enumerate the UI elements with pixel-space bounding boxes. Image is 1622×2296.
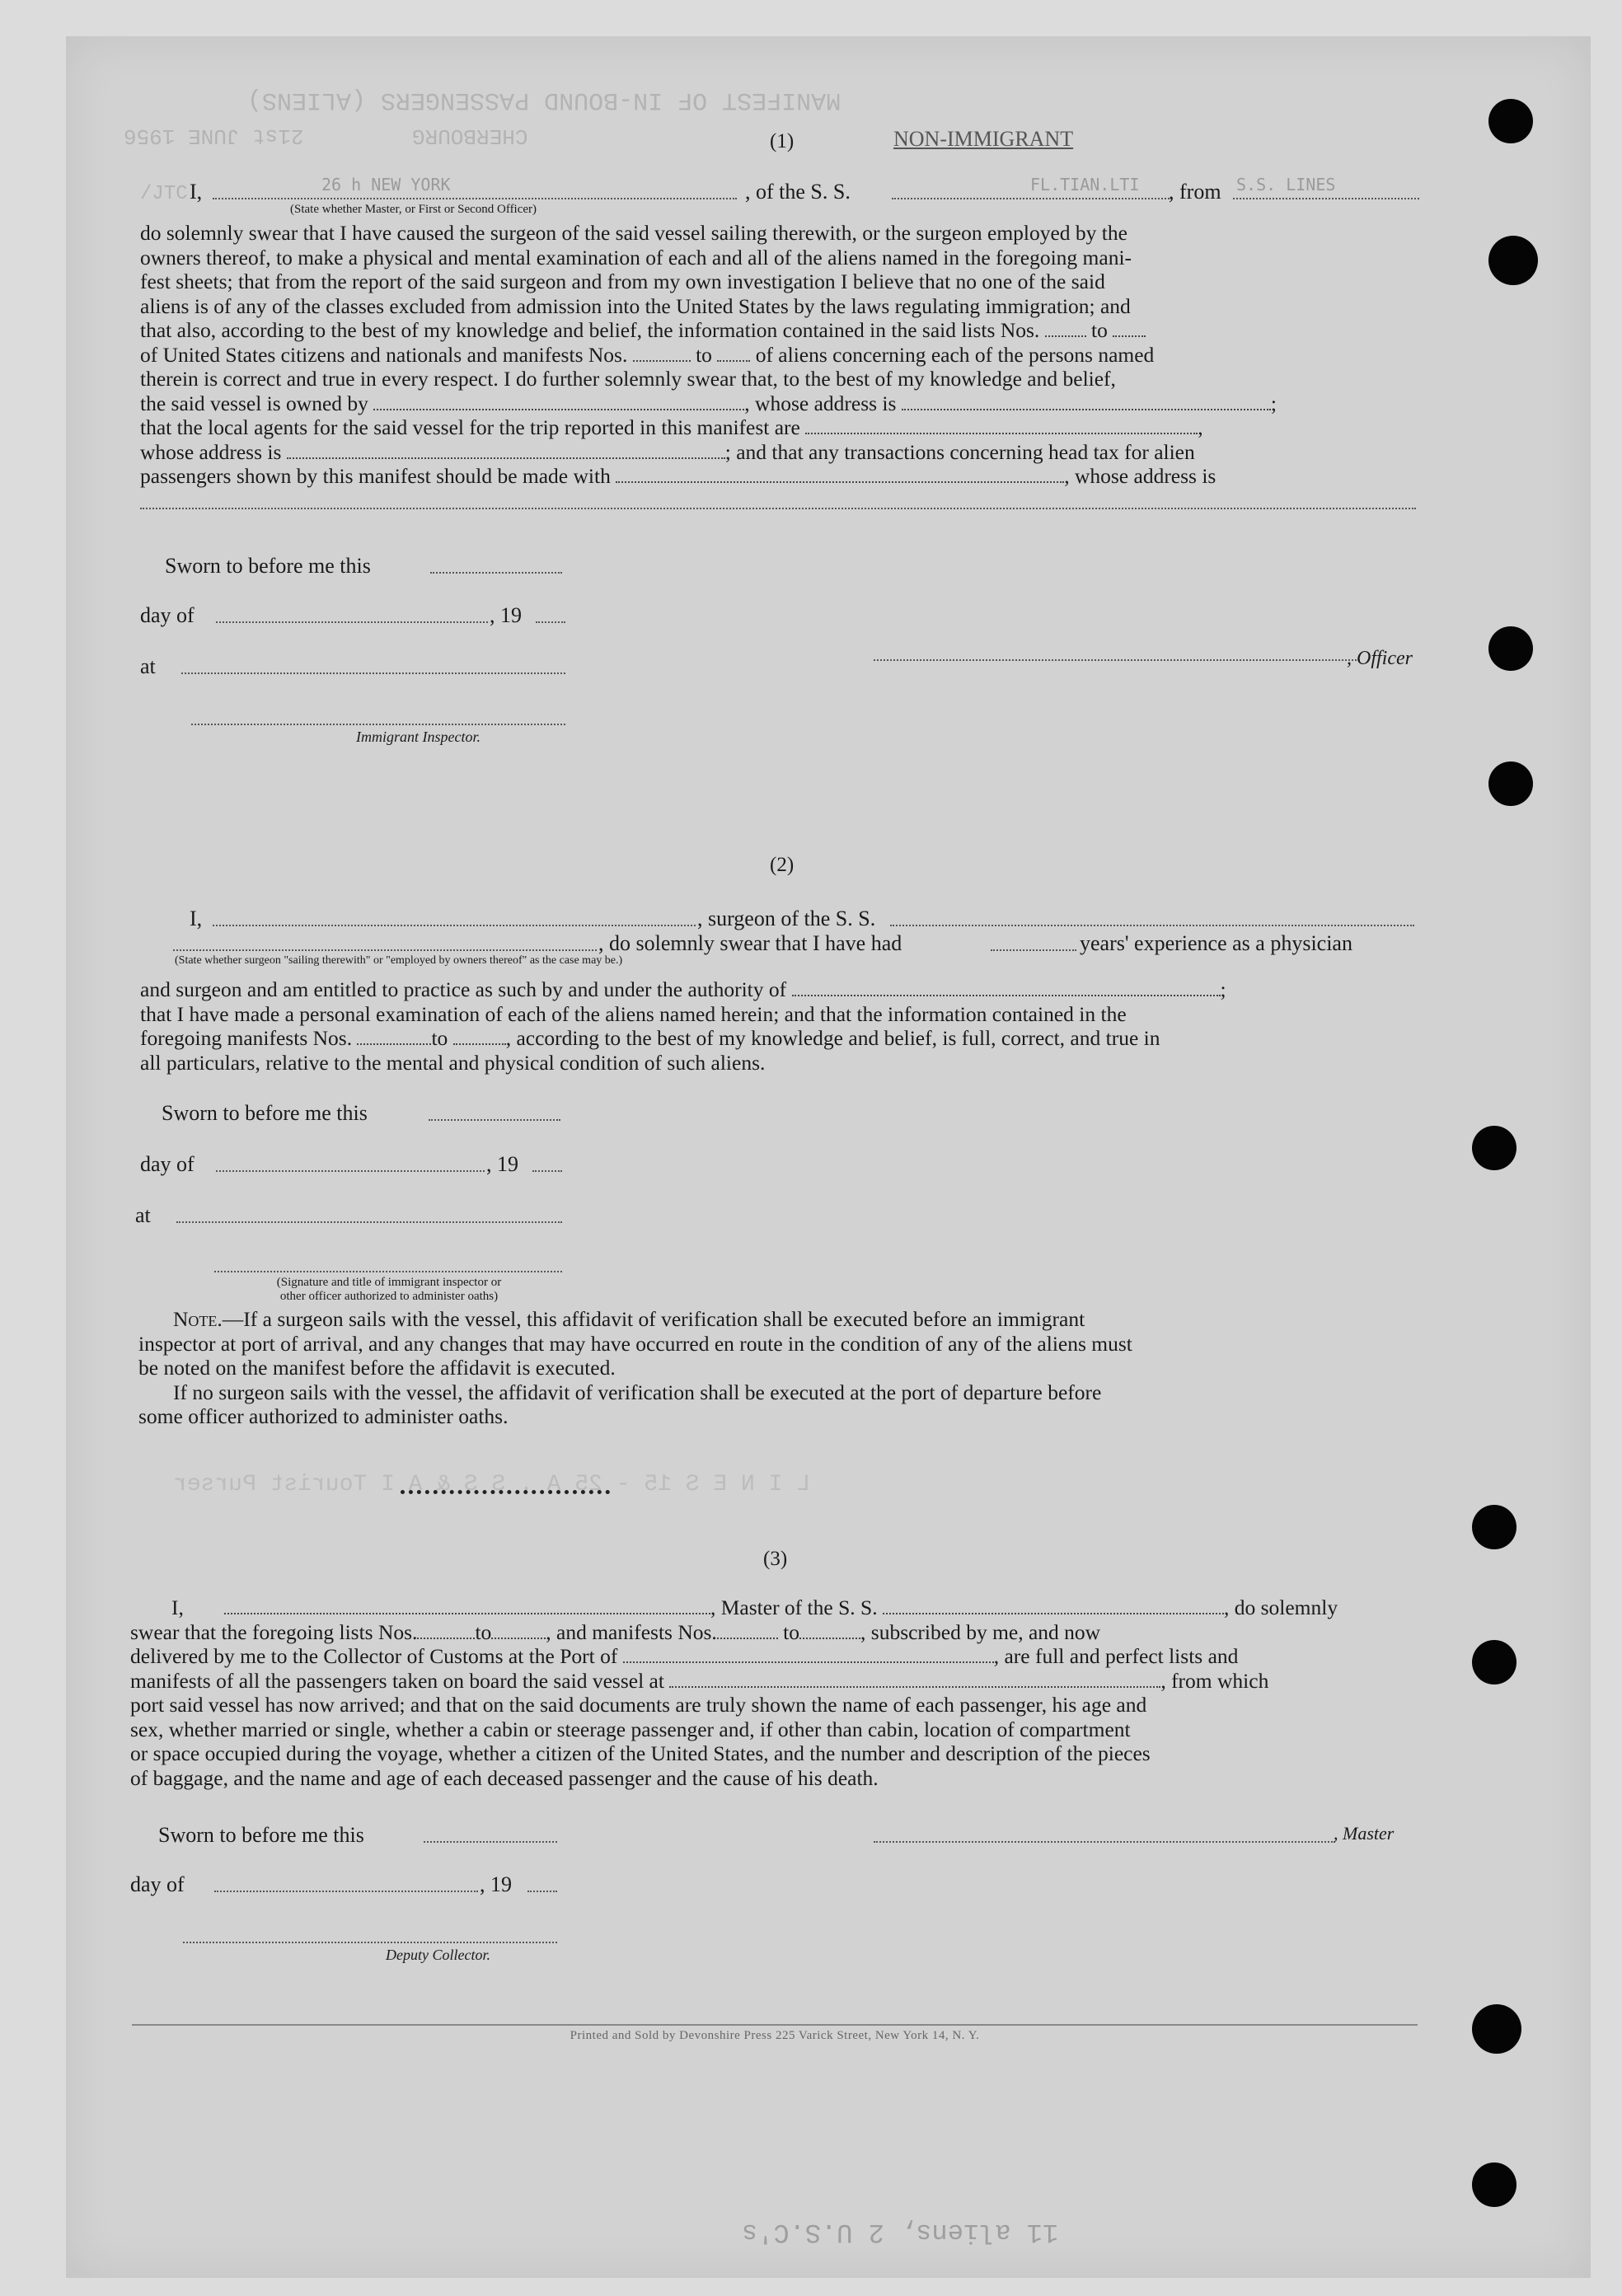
oath-line: of baggage, and the name and age of each deceased passenger and the cause of his death. <box>130 1765 879 1790</box>
binder-hole <box>1488 236 1538 285</box>
master-i-label: I, <box>190 180 203 204</box>
section-1-oath-paragraph <box>140 221 1423 489</box>
section-2-oath-paragraph <box>140 977 1423 1075</box>
master-signature-field[interactable] <box>874 1841 1335 1843</box>
oath-line: all particulars, relative to the mental and physical condition of such aliens. <box>140 1050 766 1075</box>
note-line: be noted on the manifest before the affidavit is executed. <box>138 1356 616 1380</box>
binder-hole <box>1488 761 1533 806</box>
bleed-through-text: L I N E S 15 - 25 A . S S & A I Tourist Purser <box>173 1472 810 1497</box>
surgeon-status-field[interactable] <box>173 949 597 951</box>
surgeon-swear-text: , do solemnly swear that I have had <box>598 931 902 955</box>
note-line: inspector at port of arrival, and any changes that may have occurred en route in the condition of any of the aliens must <box>138 1331 1132 1356</box>
place-field[interactable] <box>181 672 565 674</box>
oath-line: do solemnly swear that I have caused the surgeon of the said vessel sailing therewith, or the surgeon employed by the <box>140 221 1127 245</box>
years-experience-text: years' experience as a physician <box>1080 931 1352 955</box>
year-prefix: , 19 <box>480 1872 512 1896</box>
oath-line: therein is correct and true in every respect. I do further solemnly swear that, to the best of my knowledge and belief, <box>140 367 1116 391</box>
section-3-oath-paragraph: I, , Master of the S. S. , do solemnly swear that the foregoing lists Nos. to , and manifests Nos. to , subscribed by me, and now delivered by me to the Collector of Customs at the Port of , are full and perfect lists and manifests of all the passengers taken on board the said vessel at , from which port said vessel has now arrived; and that on the said documents are truly shown the name of each passenger, his age and sex, whether married or single, whether a cabin or steerage passenger and, if other than cabin, location of compartment or space occupied during the voyage, whether a citizen of the United States, and the number and description of the pieces of baggage, and the name and age of each deceased passenger and the cause of his death. <box>130 1595 1421 1790</box>
master-caption: (State whether Master, or First or Second Officer) <box>290 203 537 216</box>
local-agents-field[interactable] <box>805 416 1198 434</box>
inspector-caption: Immigrant Inspector. <box>356 729 481 745</box>
collector-port-field[interactable] <box>623 1645 994 1663</box>
binder-hole <box>1488 99 1533 143</box>
oath-line: foregoing manifests Nos. to , according to the best of my knowledge and belief, is full, correct, and true in <box>140 1026 1160 1050</box>
of-the-ss-label: , of the S. S. <box>745 180 851 204</box>
faded-title: MANIFEST OF IN-BOUND PASSENGERS (ALIENS) <box>247 86 841 114</box>
collector-signature-field[interactable] <box>183 1942 557 1943</box>
binder-hole <box>1472 1126 1517 1170</box>
place-field[interactable] <box>176 1221 562 1223</box>
surgeon-name-field[interactable] <box>213 925 696 926</box>
oath-line: or space occupied during the voyage, whether a citizen of the United States, and the number and description of the pieces <box>130 1741 1151 1765</box>
note-label: Note. <box>173 1307 223 1331</box>
oath-line: of United States citizens and nationals and manifests Nos. to of aliens concerning each of the persons named <box>140 342 1155 367</box>
contact-address-field[interactable] <box>140 508 1416 509</box>
printer-line: Printed and Sold by Devonshire Press 225 Varick Street, New York 14, N. Y. <box>570 2029 980 2042</box>
sworn-day-field[interactable] <box>430 572 562 574</box>
master-3-lists-to-field[interactable] <box>491 1621 546 1639</box>
oath-line: that the local agents for the said vessel for the trip reported in this manifest are , <box>140 415 1203 439</box>
year-prefix: , 19 <box>490 603 522 627</box>
at-label: at <box>135 1203 151 1227</box>
footer-rule <box>132 2024 1418 2026</box>
from-label: , from <box>1169 180 1221 204</box>
at-label: at <box>140 654 156 678</box>
sworn-label: Sworn to before me this <box>165 554 371 578</box>
surgeon-caption: (State whether surgeon "sailing therewith" or "employed by owners thereof" as the case may be.) <box>175 954 623 967</box>
surgeon-manifest-from-field[interactable] <box>357 1027 431 1045</box>
agents-address-field[interactable] <box>287 441 725 459</box>
oath-line: that I have made a personal examination of each of the aliens named herein; and that the information contained in the <box>140 1001 1127 1026</box>
oath-line: port said vessel has now arrived; and that on the said documents are truly shown the name of each passenger, his age and <box>130 1693 1147 1717</box>
sworn-day-field[interactable] <box>424 1841 557 1843</box>
master-name-value: 26 h NEW YORK <box>321 175 451 194</box>
ship-name-value: FL.TIAN.LTI <box>1030 175 1140 194</box>
manifests-to-field[interactable] <box>717 344 750 362</box>
manifests-from-field[interactable] <box>633 344 691 362</box>
owner-field[interactable] <box>373 392 744 410</box>
faded-date: 21st JUNE 1956 <box>124 124 304 148</box>
note-paragraph: Note.—If a surgeon sails with the vessel, this affidavit of verification shall be executed before an immigrant inspector at port of arrival, and any changes that may have occurred en route in the condition of any of the aliens must be noted on the manifest before the affidavit is executed. If no surgeon sails with the vessel, the affidavit of verification shall be executed at the port of departure before some officer authorized to administer oaths. <box>138 1307 1421 1429</box>
binder-hole <box>1472 2162 1517 2207</box>
month-field[interactable] <box>214 1891 478 1892</box>
head-tax-contact-field[interactable] <box>616 465 1064 483</box>
lists-from-field[interactable] <box>1045 319 1086 337</box>
oath-line: whose address is ; and that any transactions concerning head tax for alien <box>140 439 1195 464</box>
master-name-field[interactable] <box>213 198 737 199</box>
binder-hole <box>1488 626 1533 671</box>
ship-name-field[interactable] <box>892 198 1172 199</box>
owner-address-field[interactable] <box>902 392 1271 410</box>
years-experience-field[interactable] <box>991 949 1076 951</box>
oath-line: aliens is of any of the classes excluded from admission into the United States by the laws regulating immigration; and <box>140 293 1131 318</box>
binder-hole <box>1472 1640 1517 1685</box>
month-field[interactable] <box>216 1170 485 1172</box>
from-port-field[interactable] <box>1233 198 1419 199</box>
day-of-label: day of <box>140 1152 195 1176</box>
binder-hole <box>1472 2004 1521 2054</box>
surgeon-i-label: I, <box>190 907 203 930</box>
signature-caption-line: (Signature and title of immigrant inspector or <box>276 1276 502 1289</box>
officer-label: , Officer <box>1347 648 1413 669</box>
year-field[interactable] <box>527 1891 557 1892</box>
collector-caption: Deputy Collector. <box>386 1947 490 1963</box>
officer-field[interactable] <box>874 659 1360 661</box>
signature-caption <box>224 1276 554 1304</box>
master-3-ship-field[interactable] <box>883 1596 1224 1614</box>
surgeon-of-ss-label: , surgeon of the S. S. <box>697 907 876 930</box>
day-of-label: day of <box>140 603 195 627</box>
master-3-lists-from-field[interactable] <box>417 1621 475 1639</box>
sworn-label: Sworn to before me this <box>162 1101 368 1125</box>
master-3-name-field[interactable] <box>224 1596 710 1614</box>
day-of-label: day of <box>130 1872 185 1896</box>
lists-to-field[interactable] <box>1113 319 1146 337</box>
surgeon-ship-field[interactable] <box>890 925 1414 926</box>
section-2-number: (2) <box>770 854 795 876</box>
boarding-port-field[interactable] <box>669 1670 1160 1688</box>
faded-port: CHERBOURG <box>412 124 528 148</box>
bottom-bleed-text: 11 aliens, 2 U.S.C's <box>742 2217 1059 2247</box>
sworn-day-field[interactable] <box>429 1119 560 1121</box>
master-label: , Master <box>1334 1823 1395 1844</box>
surgeon-manifest-to-field[interactable] <box>453 1027 506 1045</box>
year-field[interactable] <box>536 621 565 623</box>
oath-line: the said vessel is owned by , whose address is ; <box>140 391 1277 415</box>
oath-line: and surgeon and am entitled to practice as such by and under the authority of ; <box>140 977 1226 1001</box>
oath-line: fest sheets; that from the report of the said surgeon and from my own investigation I believe that no one of the said <box>140 269 1105 293</box>
form-type-label: NON-IMMIGRANT <box>893 127 1074 151</box>
binder-hole <box>1472 1505 1517 1549</box>
year-field[interactable] <box>532 1170 562 1172</box>
master-3-manifests-to-field[interactable] <box>799 1621 860 1639</box>
oath-line: that also, according to the best of my knowledge and belief, the information contained in the said lists Nos. to <box>140 318 1423 343</box>
from-port-value: S.S. LINES <box>1236 175 1336 194</box>
signature-caption-line: other officer authorized to administer oaths) <box>279 1290 499 1303</box>
oath-line: owners thereof, to make a physical and mental examination of each and all of the aliens named in the foregoing mani- <box>140 245 1132 269</box>
section-1-number: (1) <box>770 130 795 152</box>
master-3-manifests-from-field[interactable] <box>717 1621 778 1639</box>
section-3-number: (3) <box>763 1548 788 1570</box>
authority-field[interactable] <box>792 978 1221 996</box>
oath-line: passengers shown by this manifest should be made with , whose address is <box>140 464 1216 488</box>
note-line: some officer authorized to administer oaths. <box>138 1404 509 1428</box>
sworn-label: Sworn to before me this <box>158 1823 364 1847</box>
faded-left-mark: /JTC <box>140 183 188 205</box>
oath-line: sex, whether married or single, whether a cabin or steerage passenger and, if other than cabin, location of compartment <box>130 1717 1131 1741</box>
dotted-mark <box>401 1490 610 1494</box>
year-prefix: , 19 <box>486 1152 518 1176</box>
signature-field[interactable] <box>214 1271 562 1272</box>
note-line: If no surgeon sails with the vessel, the affidavit of verification shall be executed at the port of departure before <box>173 1380 1102 1404</box>
month-field[interactable] <box>216 621 488 623</box>
inspector-signature-field[interactable] <box>191 724 565 725</box>
